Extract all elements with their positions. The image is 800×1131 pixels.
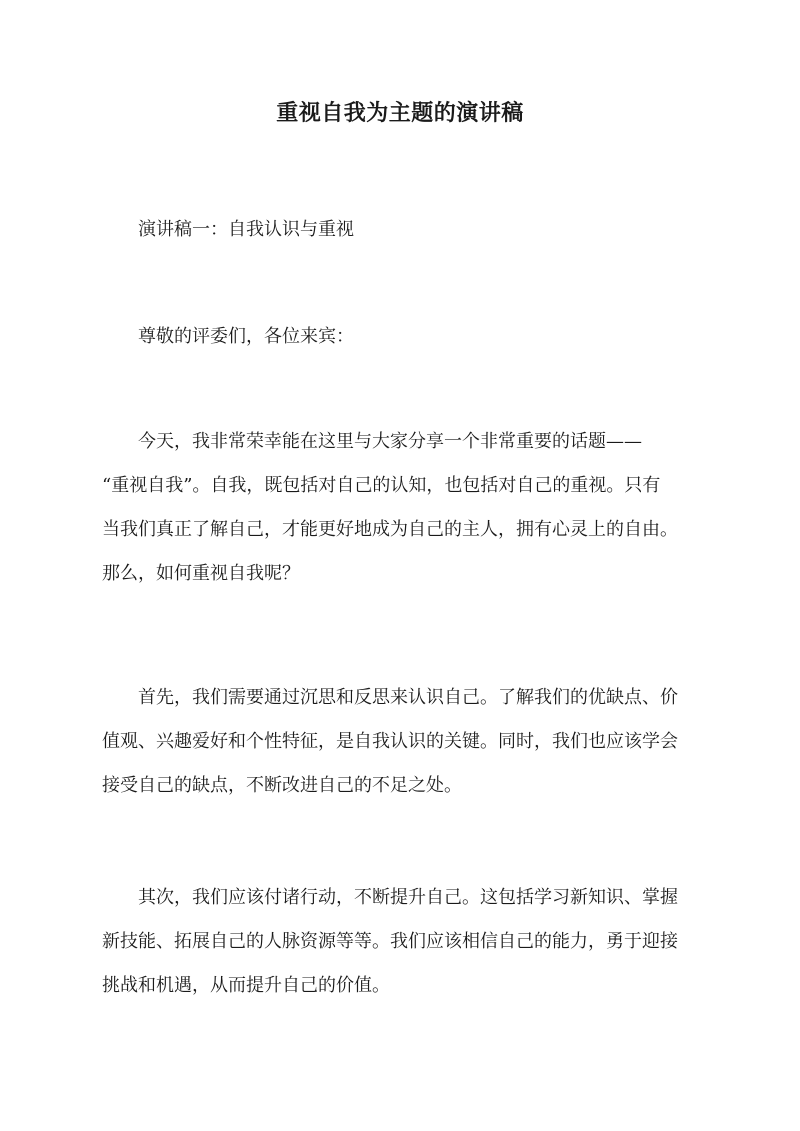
paragraph-intro — [102, 420, 700, 596]
paragraph-first — [102, 676, 700, 808]
paragraph-line: 接受自己的缺点，不断改进自己的不足之处。 — [102, 775, 462, 796]
paragraph-line: 新技能、拓展自己的人脉资源等等。我们应该相信自己的能力，勇于迎接 — [102, 931, 678, 952]
paragraph-line: 今天，我非常荣幸能在这里与大家分享一个非常重要的话题—— — [138, 431, 642, 452]
subtitle-text: 演讲稿一：自我认识与重视 — [138, 219, 354, 240]
paragraph-line: 首先，我们需要通过沉思和反思来认识自己。了解我们的优缺点、价 — [138, 687, 678, 708]
paragraph-line: “重视自我”。自我，既包括对自己的认知，也包括对自己的重视。只有 — [102, 475, 661, 496]
greeting-text: 尊敬的评委们，各位来宾： — [138, 326, 354, 347]
greeting — [102, 315, 700, 359]
paragraph-second — [102, 876, 700, 1008]
paragraph-line: 值观、兴趣爱好和个性特征，是自我认识的关键。同时，我们也应该学会 — [102, 731, 678, 752]
paragraph-line: 其次，我们应该付诸行动，不断提升自己。这包括学习新知识、掌握 — [138, 887, 678, 908]
speech-subtitle — [102, 208, 700, 252]
paragraph-line: 挑战和机遇，从而提升自己的价值。 — [102, 975, 390, 996]
paragraph-line: 当我们真正了解自己，才能更好地成为自己的主人，拥有心灵上的自由。 — [102, 519, 678, 540]
document-title: 重视自我为主题的演讲稿 — [276, 100, 524, 126]
paragraph-line: 那么，如何重视自我呢？ — [102, 563, 300, 584]
